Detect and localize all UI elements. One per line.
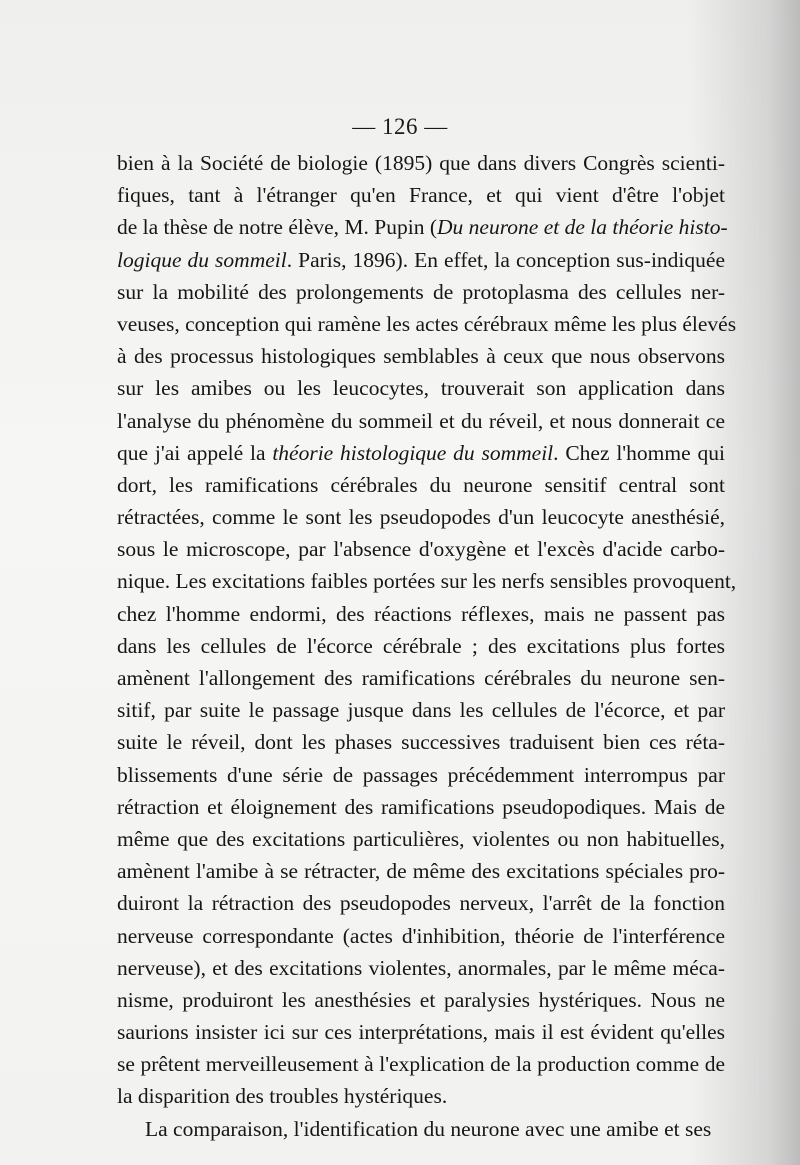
text-span: blissements d'une série de passages précédemment interrompus par — [117, 762, 725, 787]
text-span: de la thèse de notre élève, M. Pupin ( — [117, 215, 438, 240]
text-line — [117, 759, 725, 791]
text-line — [117, 308, 737, 340]
text-span: rétraction et éloignement des ramifications pseudopodiques. Mais de — [117, 794, 725, 819]
text-line — [117, 469, 725, 501]
italic-text: théorie histologique du sommeil — [272, 440, 554, 465]
text-span: même que des excitations particulières, violentes ou non habituelles, — [117, 826, 725, 851]
text-span: rétractées, comme le sont les pseudopodes d'un leucocyte anesthésié, — [117, 505, 725, 530]
text-line — [117, 1080, 725, 1112]
italic-text: Du neurone et de la théorie histo- — [437, 215, 728, 240]
text-span: se prêtent merveilleusement à l'explication de la production comme de — [117, 1052, 725, 1077]
text-span: nerveuse), et des excitations violentes, anormales, par le même méca- — [117, 955, 725, 980]
text-span: sitif, par suite le passage jusque dans les cellules de l'écorce, et par — [117, 698, 725, 723]
text-span: dort, les ramifications cérébrales du neurone sensitif central sont — [117, 472, 725, 497]
text-span: que j'ai appelé la — [117, 440, 273, 465]
text-span: à des processus histologiques semblables à ceux que nous observons — [117, 344, 725, 369]
text-line — [117, 211, 728, 243]
text-line — [117, 565, 737, 597]
text-span: nerveuse correspondante (actes d'inhibition, théorie de l'interférence — [117, 923, 725, 948]
text-span: amènent l'amibe à se rétracter, de même des excitations spéciales pro- — [117, 859, 725, 884]
italic-text: logique du sommeil — [117, 247, 287, 272]
text-line — [117, 1048, 725, 1080]
text-line — [117, 726, 725, 758]
text-line — [117, 791, 725, 823]
text-line — [117, 501, 725, 533]
text-span: sous le microscope, par l'absence d'oxygène et l'excès d'acide carbo- — [117, 537, 725, 562]
text-span: sur la mobilité des prolongements de protoplasma des cellules ner- — [117, 279, 725, 304]
text-span: nique. Les excitations faibles portées sur les nerfs sensibles provoquent, — [117, 569, 737, 594]
text-line — [117, 244, 725, 276]
text-span: suite le réveil, dont les phases successives traduisent bien ces réta- — [117, 730, 725, 755]
text-line — [117, 147, 725, 179]
text-line — [117, 855, 725, 887]
text-span: nisme, produiront les anesthésies et paralysies hystériques. Nous ne — [117, 987, 725, 1012]
body-text — [117, 147, 737, 1145]
text-span: saurions insister ici sur ces interprétations, mais il est évident qu'elles — [117, 1020, 725, 1045]
text-span: dans les cellules de l'écorce cérébrale ; des excitations plus fortes — [117, 633, 725, 658]
text-line — [117, 1113, 725, 1145]
text-line — [117, 662, 725, 694]
text-span: La comparaison, l'identification du neurone avec une amibe et ses — [145, 1116, 712, 1141]
text-line — [117, 340, 725, 372]
text-span: l'analyse du phénomène du sommeil et du réveil, et nous donnerait ce — [117, 408, 725, 433]
text-line — [117, 823, 725, 855]
text-line — [117, 984, 725, 1016]
text-line — [117, 1016, 725, 1048]
text-line — [117, 372, 725, 404]
text-span: . Chez l'homme qui — [553, 440, 725, 465]
text-span: sur les amibes ou les leucocytes, trouverait son application dans — [117, 376, 725, 401]
text-span: duiront la rétraction des pseudopodes nerveux, l'arrêt de la fonction — [117, 891, 725, 916]
text-span: amènent l'allongement des ramifications cérébrales du neurone sen- — [117, 666, 725, 690]
text-span: veuses, conception qui ramène les actes cérébraux même les plus élevés — [117, 311, 737, 336]
text-line — [117, 405, 725, 437]
text-line — [117, 533, 725, 565]
text-line — [117, 630, 725, 662]
text-line — [117, 920, 725, 952]
text-line — [117, 179, 725, 211]
page-number: — 126 — — [352, 114, 448, 139]
text-span: fiques, tant à l'étranger qu'en France, et qui vient d'être l'objet — [117, 183, 725, 208]
text-line — [117, 598, 725, 630]
text-line — [117, 952, 725, 984]
text-span: . Paris, 1896). En effet, la conception sus-indiquée — [286, 247, 725, 272]
text-line — [117, 887, 725, 919]
text-span: chez l'homme endormi, des réactions réflexes, mais ne passent pas — [117, 601, 725, 626]
text-span: la disparition des troubles hystériques. — [117, 1084, 448, 1109]
text-line — [117, 694, 725, 726]
text-line — [117, 437, 725, 469]
text-line — [117, 276, 725, 308]
text-span: bien à la Société de biologie (1895) que dans divers Congrès scienti- — [117, 151, 725, 175]
